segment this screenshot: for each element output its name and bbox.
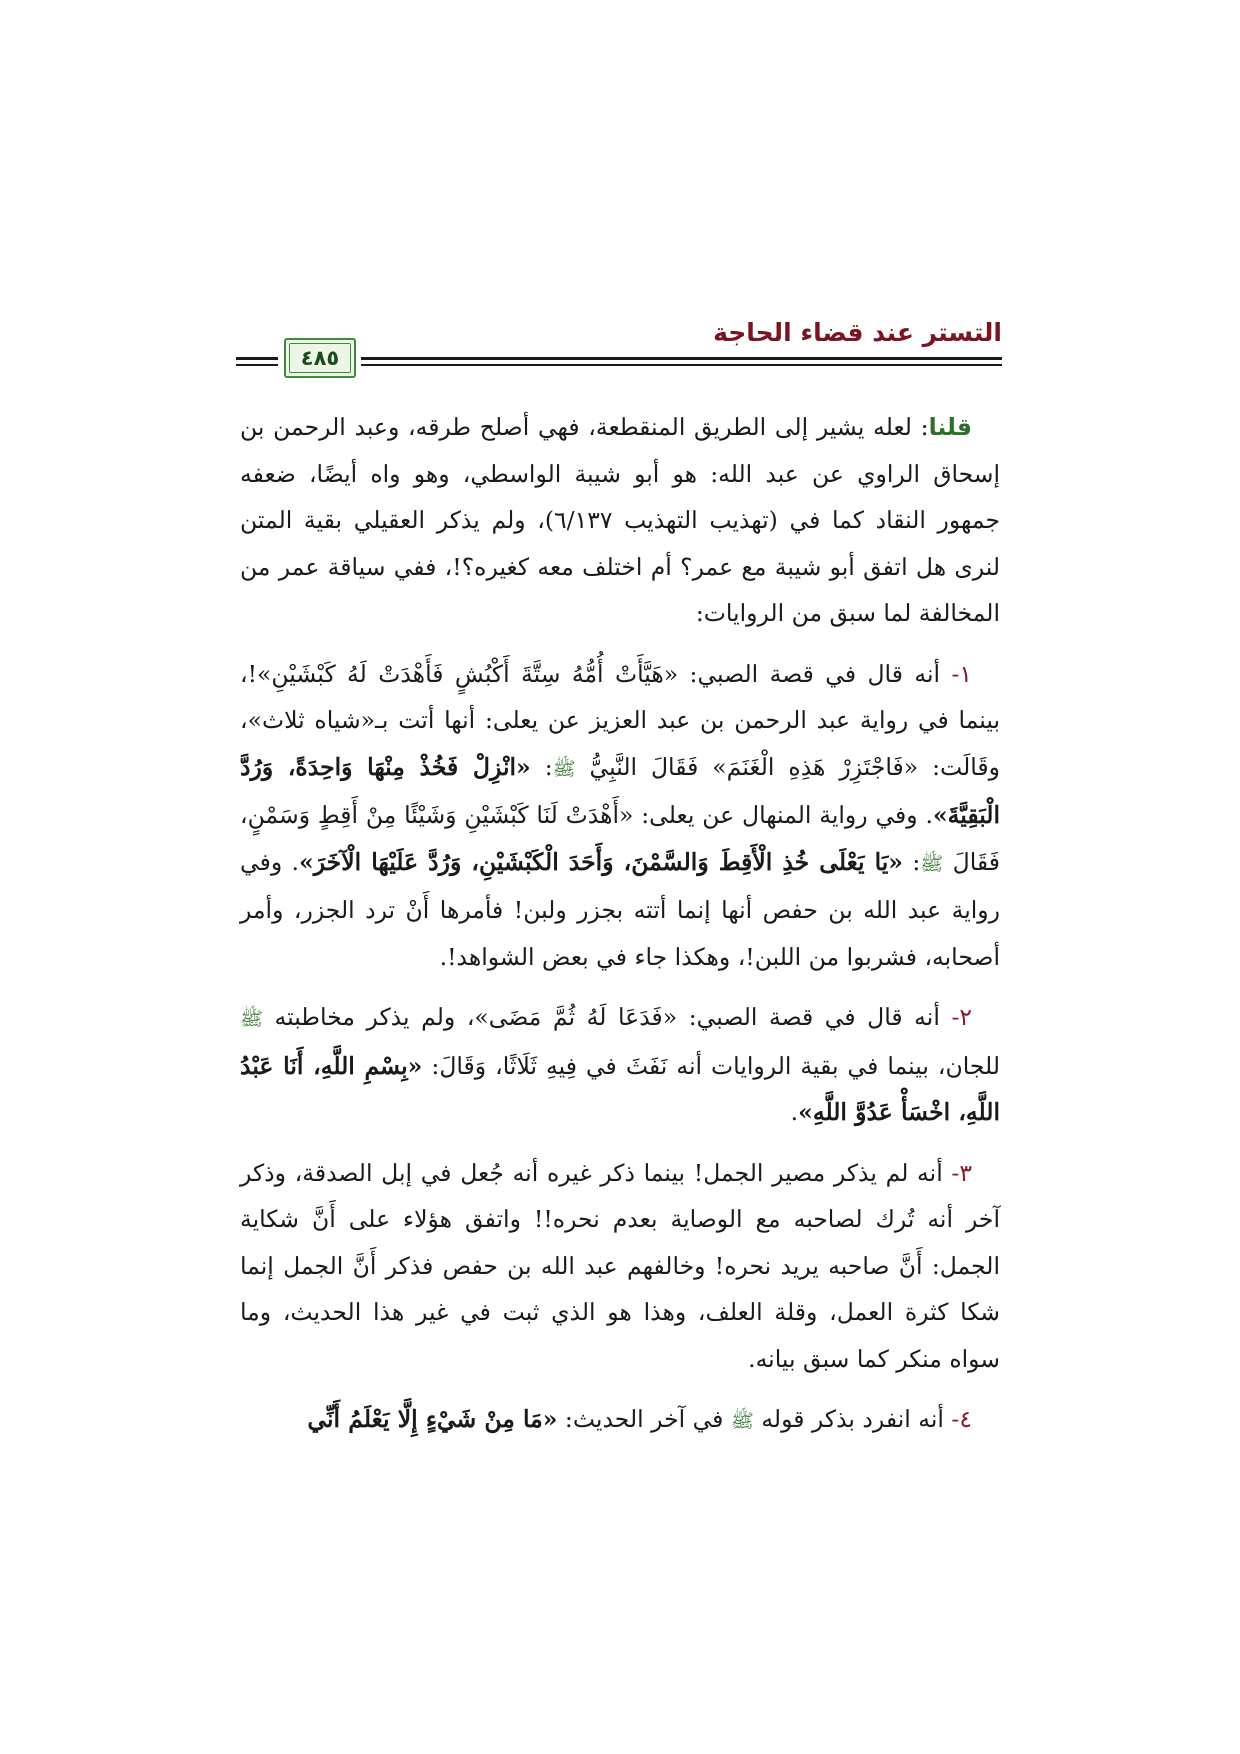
paragraph-point-4 [240,1396,1000,1445]
main-text [240,404,1000,1459]
text-run: ، ولم يذكر مخاطبته [262,1003,475,1031]
salawat-symbol: ﷺ [552,757,576,780]
hadith-quote: «انْزِلْ فَخُذْ مِنْهَا وَاحِدَةً، وَرُدَّ الْبَقِيَّةَ» [240,752,1000,829]
quote: «هَيَّأَتْ أُمُّهُ سِتَّةَ أَكْبُشٍ فَأَهْدَتْ لَهُ كَبْشَيْنِ» [257,659,679,688]
paragraph-point-3 [240,1150,1000,1383]
hadith-quote: «مَا مِنْ شَيْءٍ إِلَّا يَعْلَمُ أَنِّي [307,1405,558,1433]
text-run: للجان، بينما في بقية الروايات أنه نَفَثَ في فِيهِ ثَلَاثًا، وَقَالَ: [422,1051,1000,1080]
text-run: أنه لم يذكر مصير الجمل! بينما ذكر غيره أنه جُعل في إبل الصدقة، وذكر آخر أنه تُرك لصاحبه مع الوصاية بعدم نحره!! واتفق هؤلاء على أَنَّ شكاية الجمل: أَنَّ صاحبه يريد نحره! وخالفهم عبد الله بن حفص فذكر أَنَّ الجمل إنما شكا كثرة العمل، وقلة العلف، وهذا هو الذي ثبت في غير هذا الحديث، وما سواه منكر كما سبق بيانه. [240,1158,1000,1373]
point-number: ٢- [951,1003,973,1031]
text-run: . وفي رواية عبد الله بن حفص أنها إنما أتته بجزر ولبن! فأمرها أَنْ ترد الجزر، وأمر أصحابه، فشربوا من اللبن!، وهكذا جاء في بعض الشواهد!. [240,847,1000,971]
header-rule-left-top [236,357,278,360]
point-number: ١- [951,659,973,688]
text-run: !، بينما في رواية عبد الرحمن بن عبد العزيز عن يعلى: أنها أتت بـ«شياه ثلاث»، [240,659,1000,734]
lead-word: قلنا [928,413,972,441]
salawat-symbol: ﷺ [730,1410,754,1432]
text-run: أنه قال في قصة الصبي: [678,659,952,688]
text-run: أنه انفرد بذكر قوله [753,1405,952,1433]
text-run: : [903,847,921,876]
point-number: ٤- [951,1405,972,1433]
text-run: في آخر الحديث: [557,1405,731,1433]
hadith-quote: «يَا يَعْلَى خُذِ الْأَقِطَ وَالسَّمْنَ، وَأَحَدَ الْكَبْشَيْنِ، وَرُدَّ عَلَيْهَا الْآخَرَ» [299,847,903,876]
salawat-symbol: ﷺ [920,852,944,875]
text-run: . وفي رواية المنهال عن يعلى: [633,801,933,829]
paragraph-point-2 [240,994,1000,1136]
page-number-badge [284,338,356,378]
quote: «أَهْدَتْ لَنَا كَبْشَيْنِ وَشَيْئًا مِنْ أَقِطٍ وَسَمْنٍ، فَقَالَ [240,801,1000,876]
header-rule-top [361,357,1002,360]
text-run: : [530,752,553,781]
quote: «فَدَعَا لَهُ ثُمَّ مَضَى» [474,1003,678,1031]
header-rule-left-bottom [236,364,278,366]
paragraph-qulna [240,404,1000,637]
paragraph-text: : لعله يشير إلى الطريق المنقطعة، فهي أصلح طرقه، وعبد الرحمن بن إسحاق الراوي عن عبد الله: هو أبو شيبة الواسطي، وهو واه أيضًا، ضعفه جمهور النقاد كما في (تهذيب التهذيب ٦/١٣٧)، ولم يذكر العقيلي بقية المتن لنرى هل اتفق أبو شيبة مع عمر؟ أم اختلف معه كغيره؟!، ففي سياقة عمر من المخالفة لما سبق من الروايات: [240,413,1000,627]
text-run: أنه قال في قصة الصبي: [677,1003,952,1031]
page-number: ٤٨٥ [300,346,340,370]
paragraph-point-1 [240,651,1000,981]
point-number: ٣- [951,1158,972,1187]
running-title: التستر عند قضاء الحاجة [713,318,1002,347]
text-run: . [790,1098,799,1126]
quote: وقَالَت: «فَاجْتَزِرْ هَذِهِ الْغَنَمَ» فَقَالَ النَّبِيُّ [589,752,1000,781]
hadith-quote: «بِسْمِ اللَّهِ، أَنَا عَبْدُ اللَّهِ، اخْسَأْ عَدُوَّ اللَّهِ» [240,1051,1000,1126]
header-rule-bottom [361,364,1002,366]
salawat-symbol: ﷺ [240,1008,263,1030]
